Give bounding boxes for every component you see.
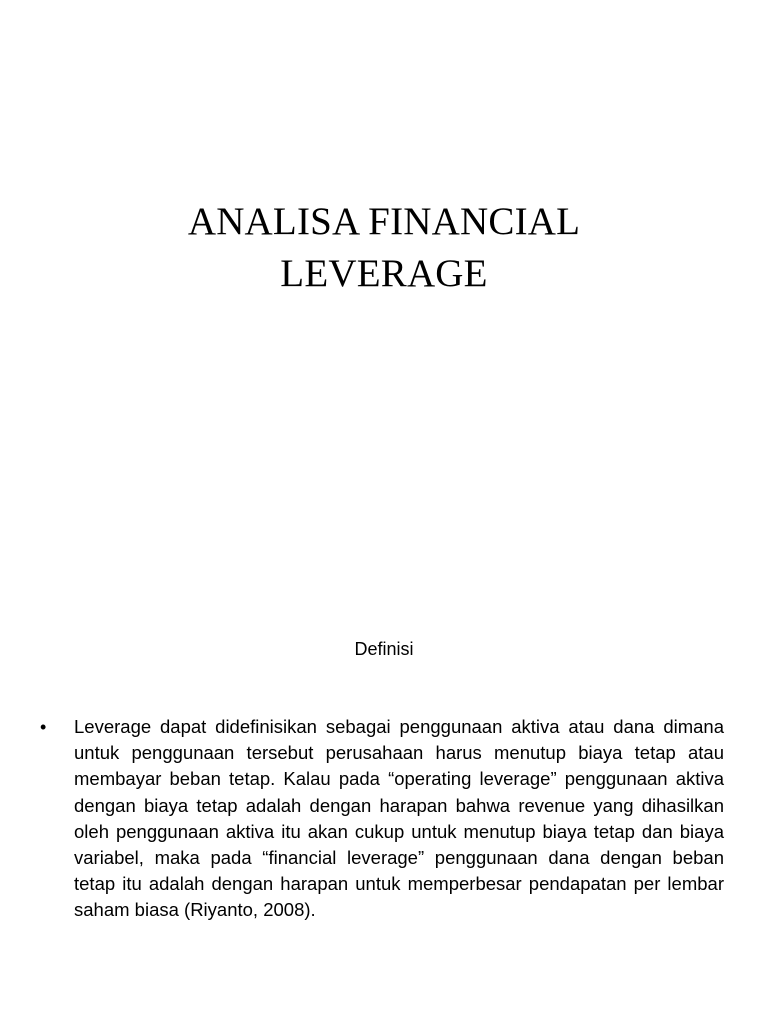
definition-text-part-3: ” penggunaan dana dengan beban tetap itu adalah dengan harapan untuk memperbesar pendapatan per lembar saham biasa (Riyanto, 2008). (74, 847, 724, 921)
slide-title (84, 196, 684, 300)
slide-title-line-2: LEVERAGE (280, 252, 488, 295)
definition-text-part-1: Leverage dapat didefinisikan sebagai penggunaan aktiva atau dana dimana untuk penggunaan tersebut perusahaan harus menutup biaya tetap atau membayar beban tetap. Kalau pada “ (74, 716, 724, 790)
definition-text-part-2: ” penggunaan aktiva dengan biaya tetap adalah dengan harapan bahwa revenue yang dihasilkan oleh penggunaan aktiva itu akan cukup untuk menutup biaya tetap dan biaya variabel, maka pada “ (74, 768, 725, 869)
section-heading: Definisi (354, 639, 414, 659)
term-financial-leverage: financial leverage (268, 847, 418, 869)
slide-title-line-1: ANALISA FINANCIAL (187, 200, 581, 243)
bullet-icon: • (40, 717, 47, 737)
term-operating-leverage: operating leverage (394, 768, 551, 790)
definition-bullet (40, 714, 724, 924)
definition-text (74, 714, 724, 924)
